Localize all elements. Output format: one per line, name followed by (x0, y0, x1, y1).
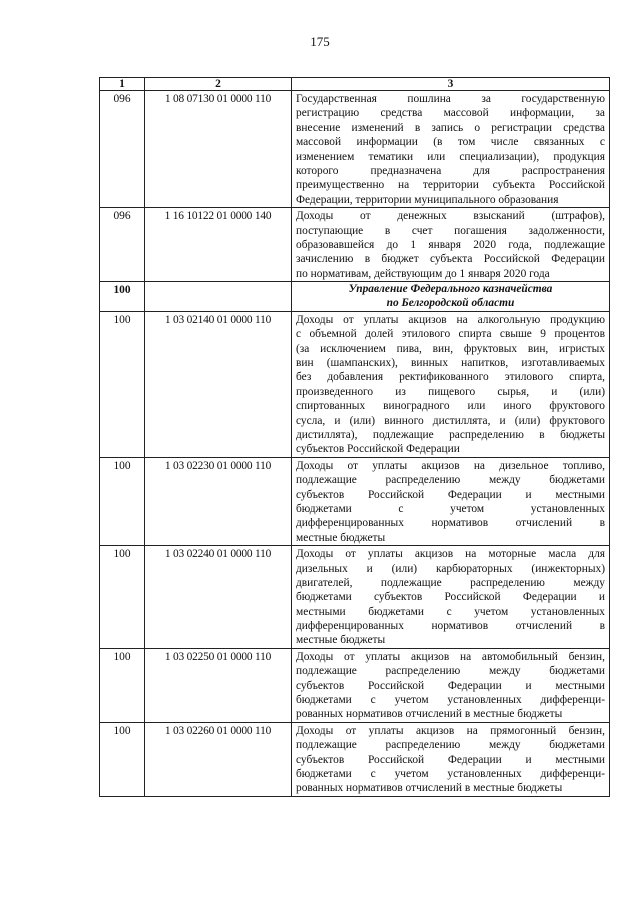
table-row (100, 208, 610, 282)
table-body (100, 91, 610, 797)
description-line: бюджетами с учетом установленных (296, 502, 605, 515)
description-line: субъектов Российской Федерации и местными (296, 753, 605, 766)
table-row (100, 546, 610, 649)
table-row (100, 457, 610, 545)
revenue-description-cell (292, 208, 610, 282)
description-line: подлежащие распределению между бюджетами (296, 665, 605, 678)
description-line: дифференцированных нормативов отчислений в (296, 620, 605, 633)
column-header-2: 2 (145, 78, 292, 91)
admin-code-cell: 100 (100, 457, 145, 545)
table-header-row (100, 78, 610, 91)
revenue-table (99, 77, 610, 797)
section-title-cell (292, 282, 610, 312)
admin-code-cell: 100 (100, 282, 145, 312)
table-row (100, 722, 610, 796)
column-header-1: 1 (100, 78, 145, 91)
description-line: которого предназначена для распространения (296, 164, 605, 177)
description-line: изменением тематики или специализации), продукция (296, 150, 605, 163)
description-line: массовой информации (в том числе связанных с (296, 136, 605, 149)
description-line: дистиллята), подлежащие распределению в бюджеты (296, 428, 605, 441)
description-line: (за исключением пива, вин, фруктовых вин, игристых (296, 342, 605, 355)
section-title-line: Управление Федерального казначейства (348, 283, 553, 296)
description-line: вин (шампанских), винных напитков, изготавливаемых (296, 357, 605, 370)
description-line: Доходы от уплаты акцизов на алкогольную продукцию (296, 313, 605, 326)
description-line: Доходы от уплаты акцизов на автомобильный бензин, (296, 650, 605, 663)
description-line: регистрацию средства массовой информации, за (296, 107, 605, 120)
description-line: бюджетами субъектов Российской Федерации и (296, 591, 605, 604)
budget-classification-code-cell: 1 03 02260 01 0000 110 (145, 722, 292, 796)
revenue-description-cell (292, 91, 610, 208)
description-line: внесение изменений в запись о регистрации средства (296, 121, 605, 134)
description-line: субъектов Российской Федерации (296, 443, 460, 456)
description-line: бюджетами с учетом установленных дифференци- (296, 767, 605, 780)
table-row (100, 91, 610, 208)
revenue-description-cell (292, 457, 610, 545)
description-line: местные бюджеты (296, 531, 386, 544)
description-line: субъектов Российской Федерации и местными (296, 679, 605, 692)
table-row (100, 648, 610, 722)
revenue-description-cell (292, 311, 610, 457)
description-line: произведенного из пищевого сырья, и (или) (296, 385, 605, 398)
description-line: Государственная пошлина за государственную (296, 93, 605, 105)
description-line: Доходы от денежных взысканий (штрафов), (296, 210, 605, 223)
section-header-row (100, 282, 610, 312)
description-line: Доходы от уплаты акцизов на дизельное топливо, (296, 459, 605, 472)
revenue-description-cell (292, 546, 610, 649)
description-line: преимущественно на территории субъекта Российской (296, 179, 605, 192)
description-line: зачислению в бюджет субъекта Российской Федерации (296, 253, 605, 266)
description-line: местные бюджеты (296, 634, 386, 647)
description-line: бюджетами с учетом установленных дифференци- (296, 694, 605, 707)
admin-code-cell: 100 (100, 648, 145, 722)
description-line: по нормативам, действующим до 1 января 2020 года (296, 267, 550, 280)
budget-classification-code-cell: 1 03 02250 01 0000 110 (145, 648, 292, 722)
revenue-description-cell (292, 722, 610, 796)
table-row (100, 311, 610, 457)
admin-code-cell: 096 (100, 91, 145, 208)
description-line: образовавшейся до 1 января 2020 года, подлежащие (296, 238, 605, 251)
budget-classification-code-cell: 1 16 10122 01 0000 140 (145, 208, 292, 282)
description-line: двигателей, подлежащие распределению между (296, 576, 605, 589)
budget-classification-code-cell: 1 03 02230 01 0000 110 (145, 457, 292, 545)
description-line: Федерации, территории муниципального образования (296, 193, 559, 206)
admin-code-cell: 100 (100, 546, 145, 649)
description-line: субъектов Российской Федерации и местными (296, 488, 605, 501)
description-line: Доходы от уплаты акцизов на прямогонный бензин, (296, 724, 605, 737)
description-line: рованных нормативов отчислений в местные бюджеты (296, 782, 563, 795)
description-line: дизельных и (или) карбюраторных (инжекторных) (296, 562, 605, 575)
description-line: с объемной долей этилового спирта свыше 9 процентов (296, 328, 605, 341)
admin-code-cell: 100 (100, 311, 145, 457)
budget-classification-code-cell (145, 282, 292, 312)
section-title-line: по Белгородской области (386, 297, 515, 310)
admin-code-cell: 096 (100, 208, 145, 282)
description-line: сусла, и (или) винного дистиллята, и (или) фруктового (296, 414, 605, 427)
admin-code-cell: 100 (100, 722, 145, 796)
description-line: спиртованных виноградного или иного фруктового (296, 400, 605, 413)
description-line: рованных нормативов отчислений в местные бюджеты (296, 708, 563, 721)
description-line: подлежащие распределению между бюджетами (296, 739, 605, 752)
description-line: подлежащие распределению между бюджетами (296, 474, 605, 487)
page-number: 175 (310, 34, 330, 49)
description-line: Доходы от уплаты акцизов на моторные масла для (296, 548, 605, 561)
budget-classification-code-cell: 1 03 02240 01 0000 110 (145, 546, 292, 649)
description-line: без добавления ректификованного этилового спирта, (296, 371, 605, 384)
description-line: дифференцированных нормативов отчислений в (296, 517, 605, 530)
budget-classification-code-cell: 1 08 07130 01 0000 110 (145, 91, 292, 208)
revenue-description-cell (292, 648, 610, 722)
description-line: местными бюджетами с учетом установленных (296, 605, 605, 618)
budget-classification-code-cell: 1 03 02140 01 0000 110 (145, 311, 292, 457)
column-header-3: 3 (292, 78, 610, 91)
description-line: поступающие в счет погашения задолженности, (296, 224, 605, 237)
